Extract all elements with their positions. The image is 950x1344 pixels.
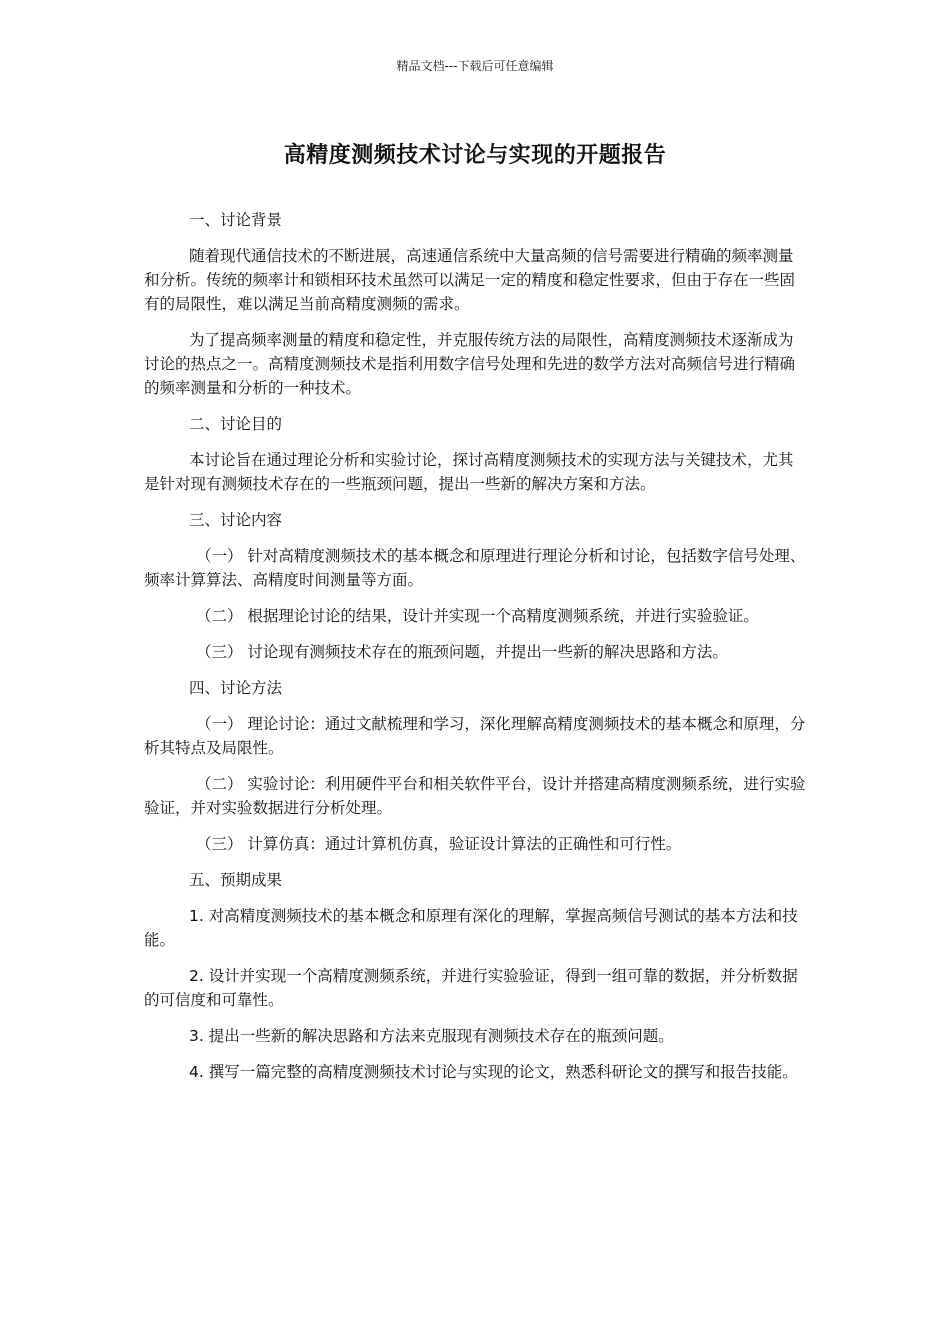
- section-heading-method: 四、讨论方法: [189, 679, 283, 697]
- list-item: 2. 设计并实现一个高精度测频系统，并进行实验验证，得到一组可靠的数据，并分析数据的可信度和可靠性。: [144, 967, 798, 1009]
- section-heading-content: 三、讨论内容: [189, 511, 283, 529]
- list-item: （一） 针对高精度测频技术的基本概念和原理进行理论分析和讨论，包括数字信号处理、频率计算算法、高精度时间测量等方面。: [144, 547, 806, 589]
- page-header: 精品文档---下载后可任意编辑: [396, 59, 554, 73]
- list-item: （二） 实验讨论：利用硬件平台和相关软件平台，设计并搭建高精度测频系统，进行实验验证，并对实验数据进行分析处理。: [144, 775, 806, 817]
- body-paragraph: 本讨论旨在通过理论分析和实验讨论，探讨高精度测频技术的实现方法与关键技术，尤其是针对现有测频技术存在的一些瓶颈问题，提出一些新的解决方案和方法。: [144, 451, 794, 493]
- section-heading-results: 五、预期成果: [189, 871, 283, 889]
- list-item: 4. 撰写一篇完整的高精度测频技术讨论与实现的论文，熟悉科研论文的撰写和报告技能。: [189, 1063, 798, 1081]
- list-item: （一） 理论讨论：通过文献梳理和学习，深化理解高精度测频技术的基本概念和原理，分析其特点及局限性。: [144, 715, 806, 757]
- section-heading-purpose: 二、讨论目的: [189, 415, 283, 433]
- list-item: 1. 对高精度测频技术的基本概念和原理有深化的理解，掌握高频信号测试的基本方法和技能。: [144, 907, 798, 949]
- document-body: [144, 208, 806, 1096]
- list-item: （三） 计算仿真：通过计算机仿真，验证设计算法的正确性和可行性。: [196, 835, 682, 853]
- list-item: 3. 提出一些新的解决思路和方法来克服现有测频技术存在的瓶颈问题。: [189, 1027, 674, 1045]
- document-title: 高精度测频技术讨论与实现的开题报告: [283, 143, 667, 168]
- list-item: （二） 根据理论讨论的结果，设计并实现一个高精度测频系统，并进行实验验证。: [196, 607, 759, 625]
- list-item: （三） 讨论现有测频技术存在的瓶颈问题，并提出一些新的解决思路和方法。: [196, 643, 728, 661]
- body-paragraph: 随着现代通信技术的不断进展，高速通信系统中大量高频的信号需要进行精确的频率测量和分析。传统的频率计和锁相环技术虽然可以满足一定的精度和稳定性要求，但由于存在一些固有的局限性，难以满足当前高精度测频的需求。: [144, 247, 796, 313]
- body-paragraph: 为了提高频率测量的精度和稳定性，并克服传统方法的局限性，高精度测频技术逐渐成为讨论的热点之一。高精度测频技术是指利用数字信号处理和先进的数学方法对高频信号进行精确的频率测量和分析的一种技术。: [144, 331, 796, 397]
- section-heading-background: 一、讨论背景: [189, 211, 283, 229]
